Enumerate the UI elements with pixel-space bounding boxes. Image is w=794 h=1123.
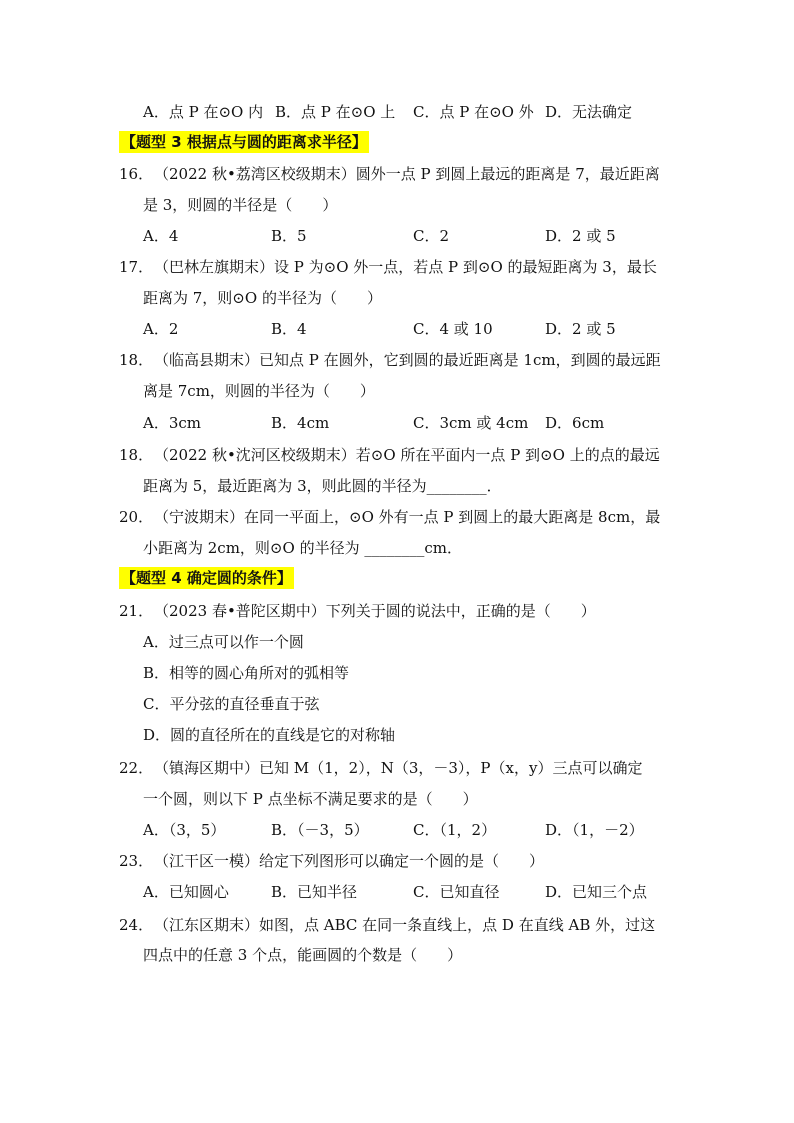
- option-b: B．（－3，5）: [271, 821, 369, 839]
- question-text: （镇海区期中）已知 M（1，2），N（3，－3），P（x，y）三点可以确定: [154, 759, 643, 777]
- option-c: C．平分弦的直径垂直于弦: [143, 695, 320, 713]
- option-d: D．6cm: [545, 414, 605, 432]
- question-number: 23．: [119, 852, 154, 870]
- option-c: C．2: [413, 227, 450, 245]
- option-a: A．点 P 在⊙O 内: [143, 103, 264, 121]
- question-number: 20．: [119, 508, 154, 526]
- question-number: 17．: [119, 258, 154, 276]
- option-c: C．3cm 或 4cm: [413, 414, 529, 432]
- question-text-cont: 离是 7cm，则圆的半径为（ ）: [143, 382, 375, 400]
- question-text-cont: 距离为 7，则⊙O 的半径为（ ）: [143, 289, 382, 307]
- option-a: A．（3，5）: [143, 821, 226, 839]
- option-b: B．相等的圆心角所对的弧相等: [143, 664, 350, 682]
- question-text: （宁波期末）在同一平面上，⊙O 外有一点 P 到圆上的最大距离是 8cm，最: [154, 508, 661, 526]
- option-d: D．无法确定: [545, 103, 633, 121]
- option-c: C．4 或 10: [413, 320, 493, 338]
- option-c: C．（1，2）: [413, 821, 497, 839]
- question-number: 18．: [119, 446, 154, 464]
- option-d: D．已知三个点: [545, 883, 648, 901]
- question-text-cont: 距离为 5，最近距离为 3，则此圆的半径为________．: [143, 477, 502, 495]
- option-c: C．已知直径: [413, 883, 500, 901]
- section-heading-4: 【题型 4 确定圆的条件】: [121, 569, 292, 587]
- option-a: A．3cm: [143, 414, 202, 432]
- question-text: （巴林左旗期末）设 P 为⊙O 外一点，若点 P 到⊙O 的最短距离为 3，最长: [154, 258, 657, 276]
- question-number: 24．: [119, 916, 154, 934]
- question-text: （2023 春•普陀区期中）下列关于圆的说法中，正确的是（ ）: [154, 602, 596, 620]
- option-b: B．4cm: [271, 414, 330, 432]
- option-a: A．已知圆心: [143, 883, 229, 901]
- question-text-cont: 是 3，则圆的半径是（ ）: [143, 196, 338, 214]
- option-d: D．（1，－2）: [545, 821, 644, 839]
- question-text: （2022 秋•沈河区校级期末）若⊙O 所在平面内一点 P 到⊙O 上的点的最远: [154, 446, 660, 464]
- option-a: A．4: [143, 227, 179, 245]
- question-number: 18．: [119, 351, 154, 369]
- question-text-cont: 小距离为 2cm，则⊙O 的半径为 ________cm．: [143, 539, 462, 557]
- option-d: D．2 或 5: [545, 320, 616, 338]
- option-b: B．点 P 在⊙O 上: [275, 103, 396, 121]
- option-d: D．2 或 5: [545, 227, 616, 245]
- option-a: A．过三点可以作一个圆: [143, 633, 304, 651]
- question-text: （江干区一模）给定下列图形可以确定一个圆的是（ ）: [154, 852, 545, 870]
- question-text: （临高县期末）已知点 P 在圆外，它到圆的最近距离是 1cm，到圆的最远距: [154, 351, 661, 369]
- option-b: B．5: [271, 227, 307, 245]
- option-a: A．2: [143, 320, 179, 338]
- question-text-cont: 一个圆，则以下 P 点坐标不满足要求的是（ ）: [143, 790, 478, 808]
- option-c: C．点 P 在⊙O 外: [413, 103, 534, 121]
- option-b: B．4: [271, 320, 307, 338]
- question-text: （江东区期末）如图，点 ABC 在同一条直线上，点 D 在直线 AB 外，过这: [154, 916, 656, 934]
- option-b: B．已知半径: [271, 883, 358, 901]
- question-number: 21．: [119, 602, 154, 620]
- option-d: D．圆的直径所在的直线是它的对称轴: [143, 726, 396, 744]
- question-text: （2022 秋•荔湾区校级期末）圆外一点 P 到圆上最远的距离是 7，最近距离: [154, 165, 660, 183]
- section-heading-3: 【题型 3 根据点与圆的距离求半径】: [121, 133, 367, 151]
- question-number: 16．: [119, 165, 154, 183]
- question-text-cont: 四点中的任意 3 个点，能画圆的个数是（ ）: [143, 946, 463, 964]
- question-number: 22．: [119, 759, 154, 777]
